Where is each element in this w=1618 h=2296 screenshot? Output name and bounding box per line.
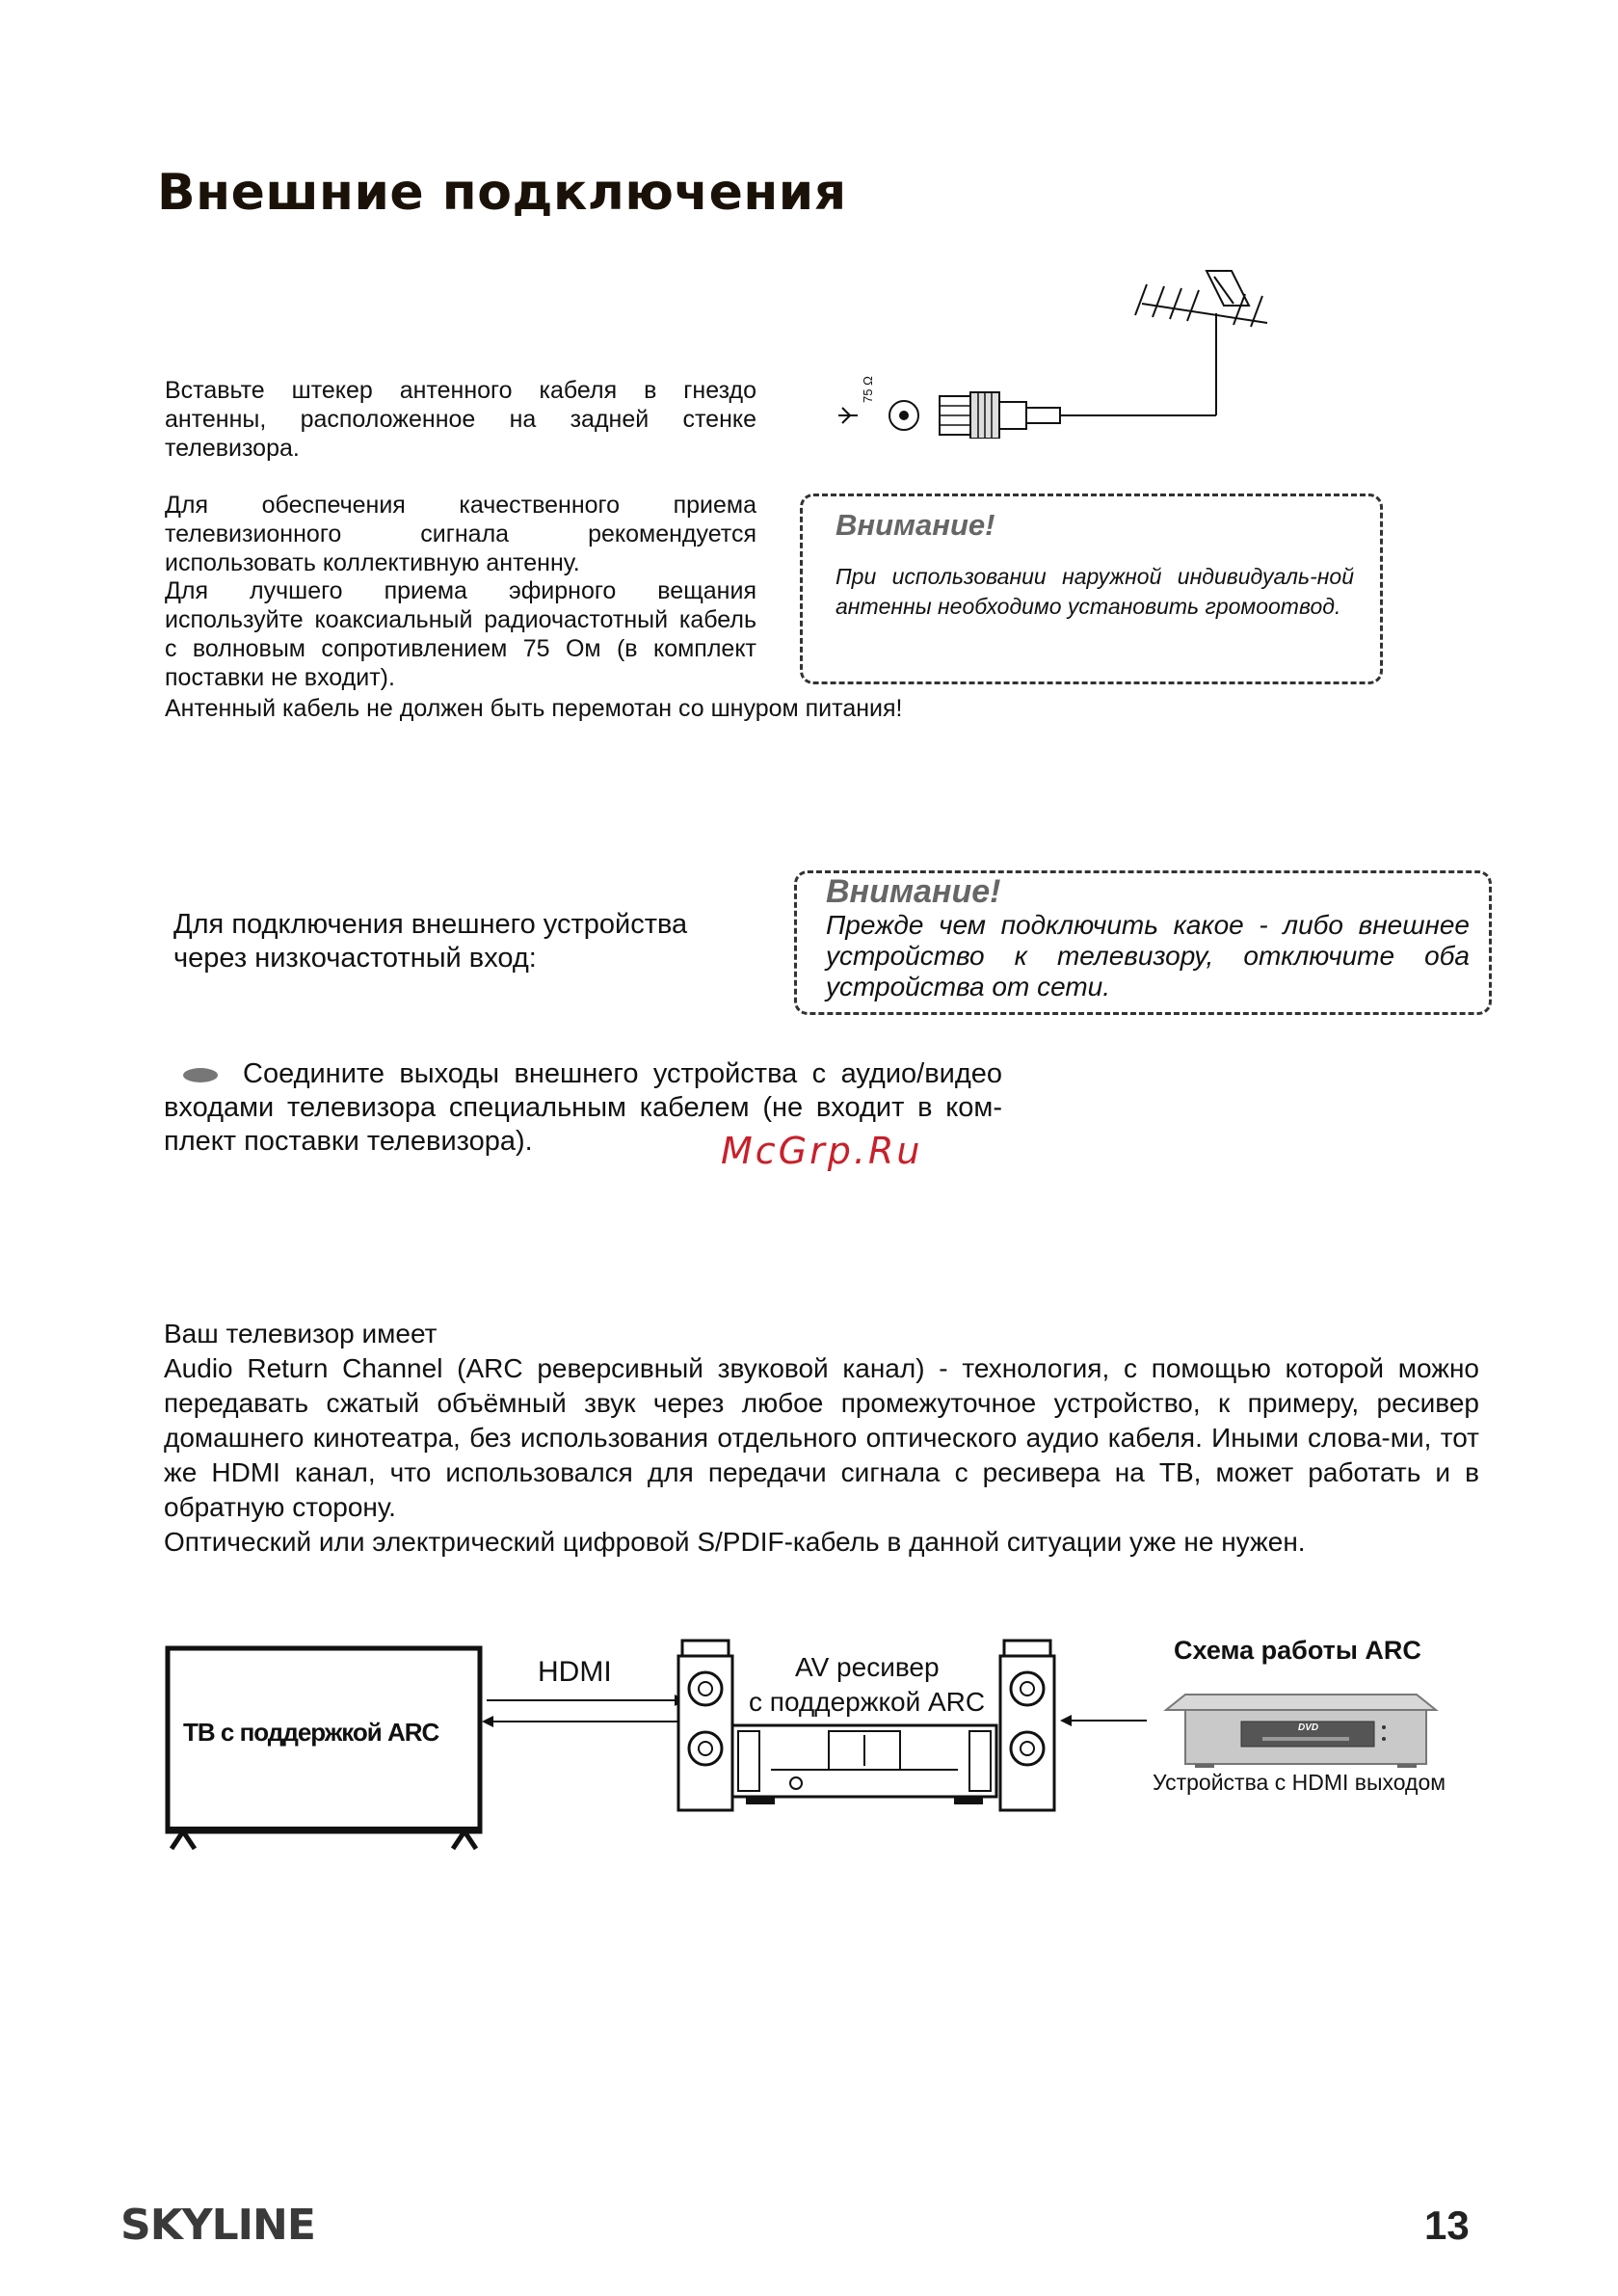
antenna-warning-box: [800, 494, 1383, 684]
receiver-label-line-2: с поддержкой ARC: [749, 1687, 986, 1717]
right-speaker-icon: [1000, 1641, 1054, 1810]
arc-paragraph: Audio Return Channel (ARC реверсивный звуковой канал) - технология, с помощью которой можно передавать сжатый объёмный звук через любое промежуточное устройство, к примеру, ресивер домашнего кинотеатра, без использования отдельного оптического аудио кабеля. Иными слова-ми, тот же HDMI канал, что использовался для передачи сигнала с ресивера на ТВ, может работать и в обратную сторону.: [164, 1353, 1479, 1522]
page-number: 13: [1424, 2203, 1470, 2248]
tv-label: ТВ с поддержкой ARC: [183, 1718, 439, 1747]
antenna-illustration: [829, 265, 1291, 439]
antenna-paragraph-4: Антенный кабель не должен быть перемотан со шнуром питания!: [165, 695, 903, 722]
av-step: Соедините выходы внешнего устройства с аудио/видео входами телевизора специальным кабелем (не входит в ком-плект поставки телевизора).: [164, 1058, 1002, 1157]
av-warning-box: [794, 870, 1492, 1015]
hdmi-label: HDMI: [538, 1656, 612, 1688]
receiver-icon: [732, 1725, 996, 1804]
device-label: Устройства с HDMI выходом: [1153, 1770, 1446, 1795]
tv-icon: [168, 1648, 480, 1849]
page-title: Внешние подключения: [157, 164, 847, 222]
av-intro: Для подключения внешнего устройства через низкочастотный вход:: [173, 909, 688, 974]
jack-label: 75 Ω: [861, 376, 875, 403]
dvd-logo: DVD: [1298, 1722, 1319, 1733]
scheme-title: Схема работы ARC: [1174, 1636, 1421, 1665]
watermark: McGrp.Ru: [721, 1130, 923, 1172]
antenna-paragraph-3: Для лучшего приема эфирного вещания используйте коаксиальный радиочастотный кабель с волновым сопротивлением 75 Ом (в комплект поставки не входит).: [165, 577, 756, 691]
brand-logo: SKYLINE: [120, 2201, 315, 2250]
antenna-warning-title: Внимание!: [836, 508, 995, 542]
arc-line-1: Ваш телевизор имеет: [164, 1319, 438, 1348]
receiver-label-line-1: AV ресивер: [795, 1652, 940, 1682]
arc-paragraph-2: Оптический или электрический цифровой S/PDIF-кабель в данной ситуации уже не нужен.: [164, 1527, 1306, 1557]
av-warning-title: Внимание!: [826, 873, 1001, 910]
left-speaker-icon: [678, 1641, 732, 1810]
antenna-paragraph-1: Вставьте штекер антенного кабеля в гнездо антенны, расположенное на задней стенке телевизора.: [165, 377, 756, 462]
antenna-warning-text: При использовании наружной индивидуаль-ной антенны необходимо установить громоотвод.: [836, 564, 1354, 619]
av-warning-text: Прежде чем подключить какое - либо внешнее устройство к телевизору, отключите оба устройства от сети.: [826, 910, 1470, 1001]
antenna-paragraph-2: Для обеспечения качественного приема телевизионного сигнала рекомендуется использовать коллективную антенну.: [165, 492, 756, 576]
